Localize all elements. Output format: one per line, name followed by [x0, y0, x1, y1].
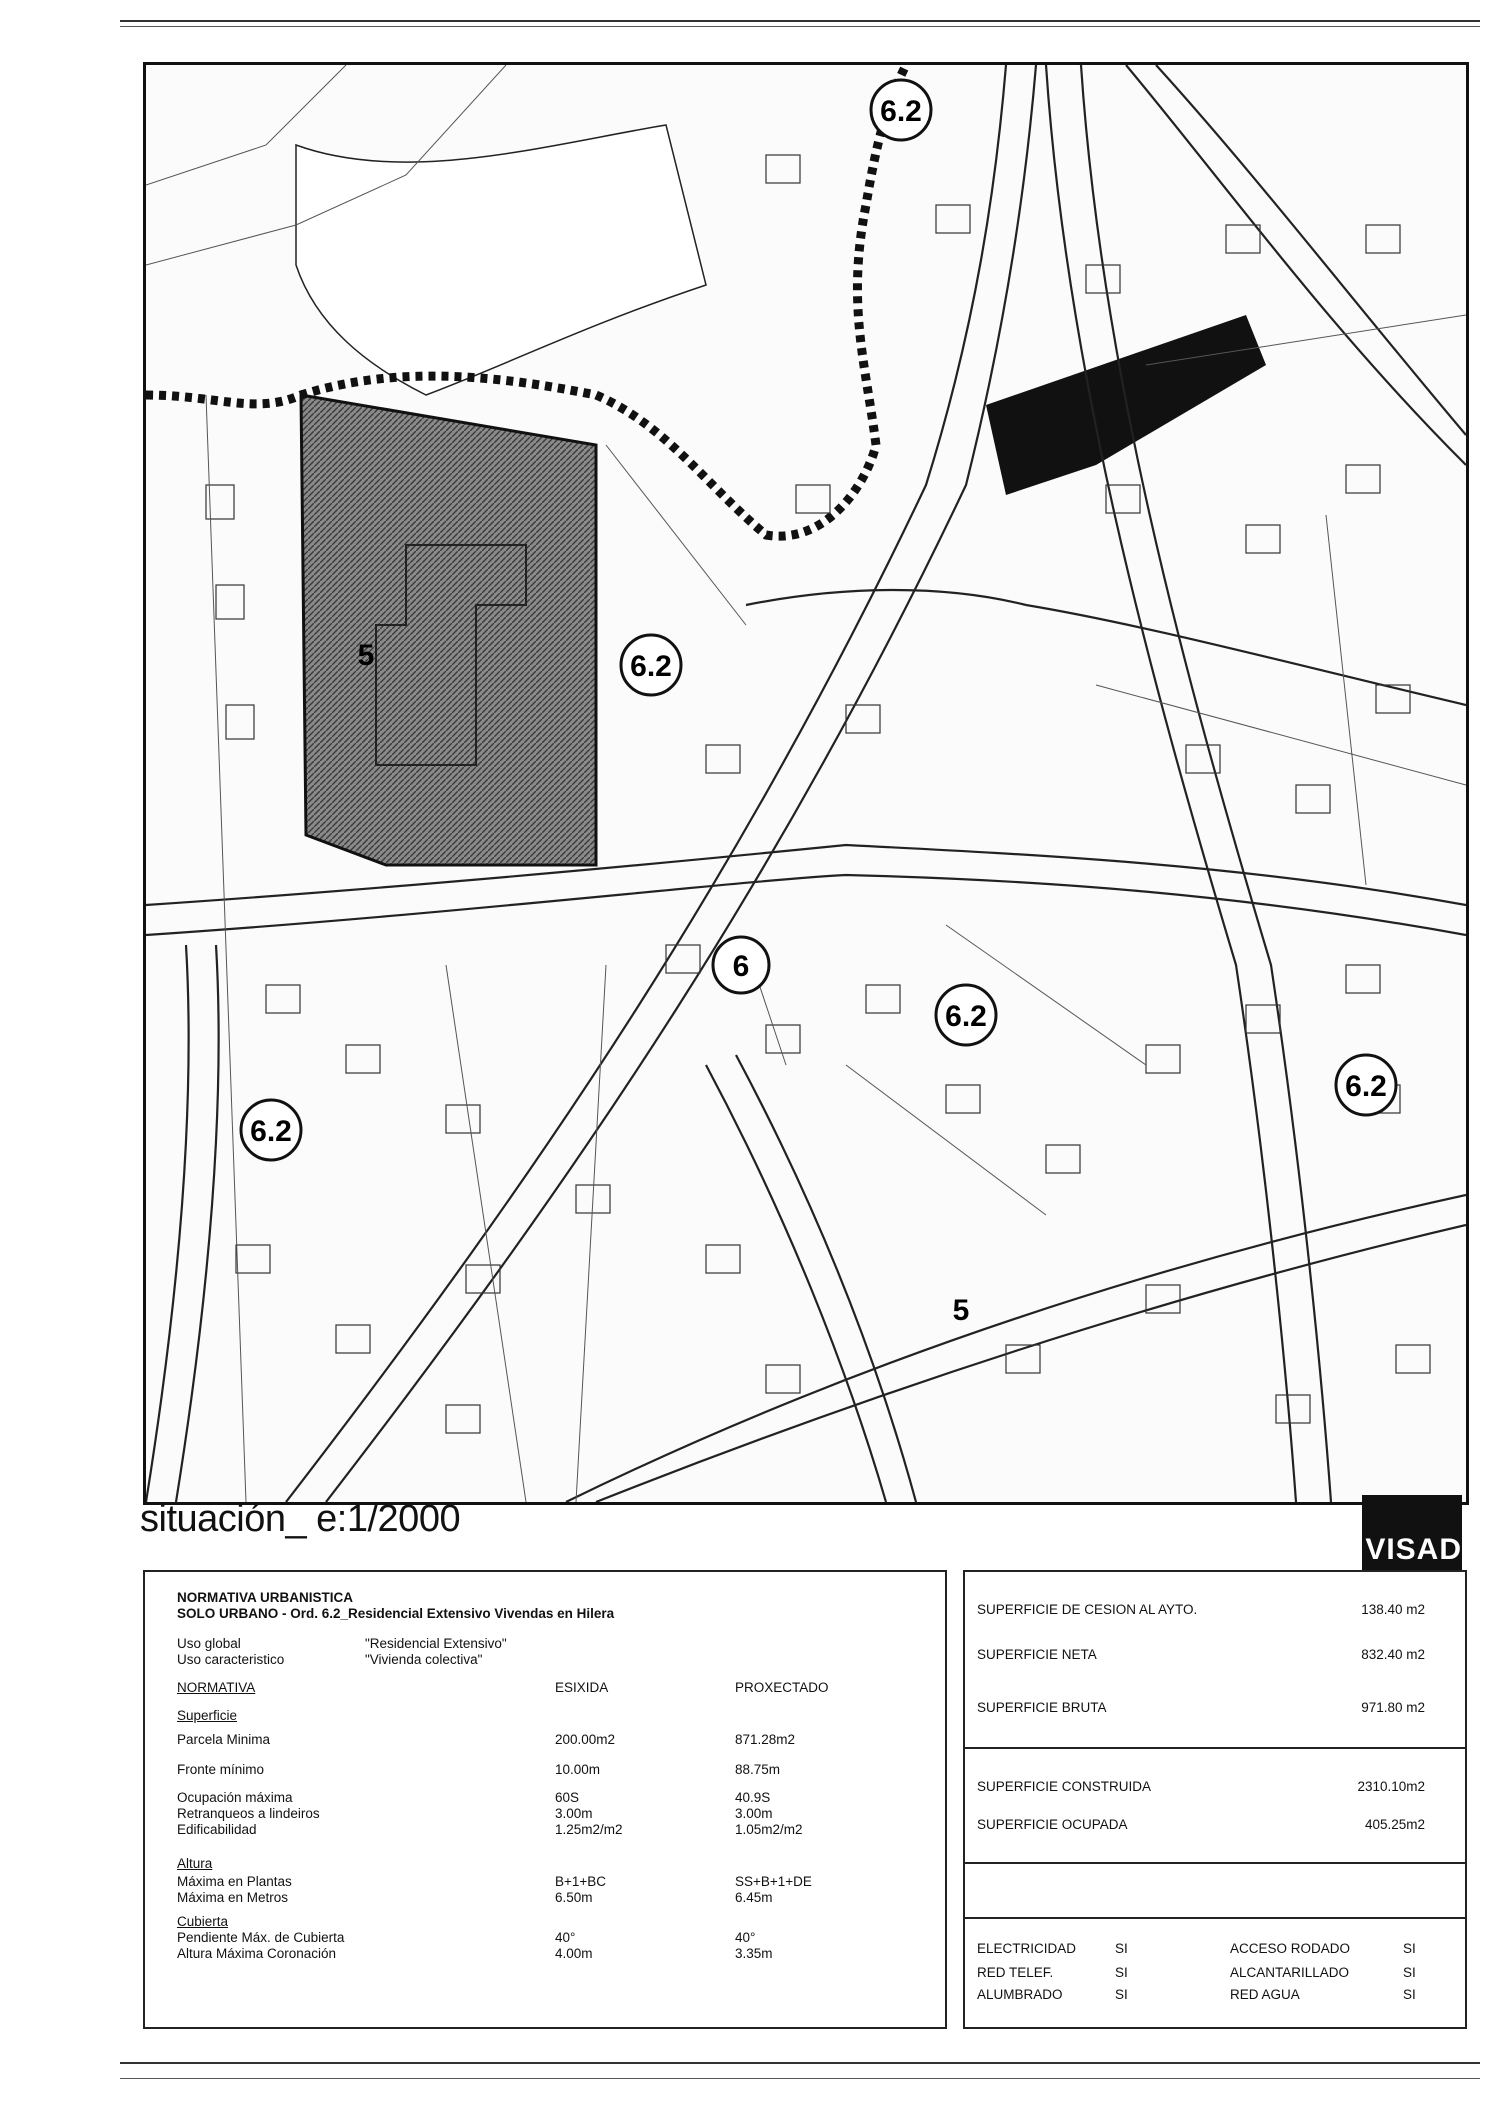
row-label: Máxima en Metros	[177, 1890, 289, 1905]
surface-value: 138.40 m2	[1361, 1602, 1425, 1617]
top-rule-thin	[120, 26, 1480, 27]
service-status: SI	[1403, 1987, 1416, 2002]
row-esixida: 6.50m	[555, 1890, 593, 1905]
svg-text:6.2: 6.2	[250, 1115, 292, 1148]
regulations-heading: NORMATIVA URBANISTICA	[177, 1590, 353, 1605]
service-status: SI	[1115, 1965, 1128, 1980]
row-proxectado: 3.00m	[735, 1806, 773, 1821]
zone-label-2	[713, 937, 769, 993]
svg-text:5: 5	[357, 639, 375, 672]
row-proxectado: SS+B+1+DE	[735, 1874, 812, 1889]
service-name: RED AGUA	[1230, 1987, 1300, 2002]
zone-label-3	[936, 985, 996, 1045]
svg-text:6: 6	[732, 950, 750, 983]
zone-label-6	[358, 639, 375, 672]
zone-label-0	[871, 80, 931, 140]
situation-map	[143, 62, 1469, 1505]
zone-label-4	[1336, 1055, 1396, 1115]
row-esixida: B+1+BC	[555, 1874, 607, 1889]
surfaces-section-b	[965, 1747, 1465, 1864]
row-label: Edificabilidad	[177, 1822, 257, 1837]
surface-label: SUPERFICIE CONSTRUIDA	[977, 1779, 1152, 1794]
uso-global-value: "Residencial Extensivo"	[365, 1636, 507, 1651]
surface-value: 971.80 m2	[1361, 1700, 1425, 1715]
col-header-esixida: ESIXIDA	[555, 1680, 609, 1695]
surface-value: 405.25m2	[1364, 1817, 1425, 1832]
row-label: Fronte mínimo	[177, 1762, 265, 1777]
top-rule	[120, 20, 1480, 22]
row-esixida: 1.25m2/m2	[555, 1822, 623, 1837]
row-proxectado: 40.9S	[735, 1790, 771, 1805]
row-proxectado: 6.45m	[735, 1890, 773, 1905]
service-name: ALUMBRADO	[977, 1987, 1063, 2002]
col-header-proxectado: PROXECTADO	[735, 1680, 829, 1695]
row-proxectado: 88.75m	[735, 1762, 781, 1777]
svg-text:6.2: 6.2	[1345, 1070, 1387, 1103]
services-section	[965, 1917, 1465, 2025]
surfaces-section-a	[965, 1572, 1465, 1749]
surface-label: SUPERFICIE DE CESION AL AYTO.	[977, 1602, 1198, 1617]
service-status: SI	[1115, 1987, 1128, 2002]
row-label: Ocupación máxima	[177, 1790, 293, 1805]
surface-label: SUPERFICIE NETA	[977, 1647, 1097, 1662]
visado-stamp: VISAD	[1362, 1495, 1462, 1605]
surface-label: SUPERFICIE OCUPADA	[977, 1817, 1128, 1832]
service-name: ELECTRICIDAD	[977, 1941, 1077, 1956]
urban-regulations-panel	[143, 1570, 947, 2029]
svg-text:6.2: 6.2	[945, 1000, 987, 1033]
surfaces-section-spacer	[965, 1862, 1465, 1919]
uso-caracteristico-label: Uso caracteristico	[177, 1652, 285, 1667]
row-proxectado: 40°	[735, 1930, 756, 1945]
uso-global-label: Uso global	[177, 1636, 241, 1651]
row-label: Retranqueos a lindeiros	[177, 1806, 320, 1821]
section-cubierta: Cubierta	[177, 1914, 229, 1929]
row-esixida: 60S	[555, 1790, 580, 1805]
row-esixida: 200.00m2	[555, 1732, 616, 1747]
service-name: ALCANTARILLADO	[1230, 1965, 1350, 1980]
map-caption: situación_ e:1/2000	[140, 1498, 461, 1540]
row-proxectado: 871.28m2	[735, 1732, 796, 1747]
row-esixida: 4.00m	[555, 1946, 593, 1961]
surface-summary-panel	[963, 1570, 1467, 2029]
svg-text:5: 5	[952, 1294, 970, 1327]
surface-value: 2310.10m2	[1357, 1779, 1425, 1794]
col-header-normativa: NORMATIVA	[177, 1680, 256, 1695]
row-proxectado: 3.35m	[735, 1946, 773, 1961]
project-plot	[301, 395, 596, 865]
row-label: Máxima en Plantas	[177, 1874, 292, 1889]
row-esixida: 10.00m	[555, 1762, 601, 1777]
map-drawing	[146, 65, 1466, 1502]
row-label: Altura Máxima Coronación	[177, 1946, 337, 1961]
service-name: RED TELEF.	[977, 1965, 1054, 1980]
svg-text:6.2: 6.2	[880, 95, 922, 128]
zone-label-7	[953, 1294, 970, 1327]
service-status: SI	[1115, 1941, 1128, 1956]
section-superficie: Superficie	[177, 1708, 238, 1723]
bottom-rule	[120, 2062, 1480, 2064]
row-proxectado: 1.05m2/m2	[735, 1822, 803, 1837]
row-esixida: 40°	[555, 1930, 576, 1945]
service-name: ACCESO RODADO	[1230, 1941, 1351, 1956]
row-label: Parcela Minima	[177, 1732, 271, 1747]
surface-label: SUPERFICIE BRUTA	[977, 1700, 1107, 1715]
service-status: SI	[1403, 1965, 1416, 1980]
section-altura: Altura	[177, 1856, 213, 1871]
bottom-rule-thin	[120, 2078, 1480, 2079]
uso-caracteristico-value: "Vivienda colectiva"	[365, 1652, 483, 1667]
svg-text:6.2: 6.2	[630, 650, 672, 683]
zone-label-5	[241, 1100, 301, 1160]
row-esixida: 3.00m	[555, 1806, 593, 1821]
zone-label-1	[621, 635, 681, 695]
row-label: Pendiente Máx. de Cubierta	[177, 1930, 345, 1945]
regulations-subheading: SOLO URBANO - Ord. 6.2_Residencial Extensivo Vivendas en Hilera	[177, 1606, 615, 1621]
surface-value: 832.40 m2	[1361, 1647, 1425, 1662]
service-status: SI	[1403, 1941, 1416, 1956]
